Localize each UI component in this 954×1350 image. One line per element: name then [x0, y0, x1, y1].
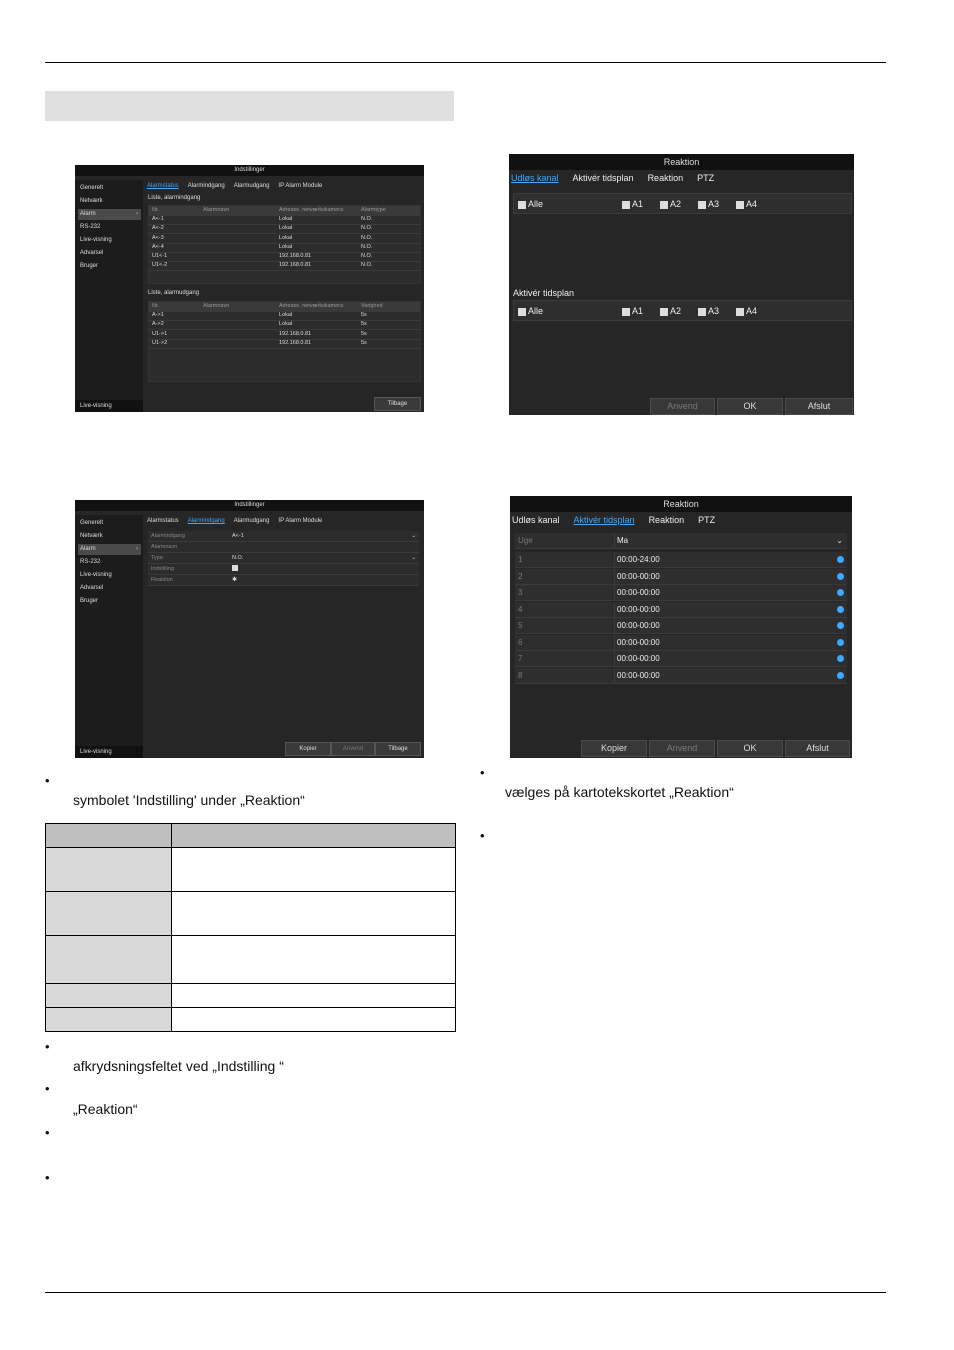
table-cell: Lokal [279, 234, 293, 241]
checkbox-alle[interactable] [518, 306, 543, 316]
column-header: Alarmnavn [203, 303, 230, 309]
alarm-tabs [147, 518, 322, 524]
column-header: Adresse, netværkskamera [279, 303, 344, 309]
checkbox-box[interactable] [698, 201, 706, 209]
sidebar-item-generelt[interactable]: Generelt [80, 185, 104, 191]
window-title: Reaktion [510, 496, 852, 512]
settings-icon[interactable] [837, 556, 844, 563]
column-header: Adresse, netværkskamera [279, 207, 344, 213]
checkbox-box[interactable] [518, 201, 526, 209]
tab-ip-alarm-module[interactable]: IP Alarm Module [278, 183, 323, 189]
schedule-row[interactable] [515, 585, 847, 601]
column-header: Varighed [361, 303, 383, 309]
column-header: Alarmtype [361, 207, 386, 213]
ok-button[interactable]: OK [717, 398, 783, 415]
row-number: 6 [518, 637, 523, 647]
schedule-row[interactable] [515, 602, 847, 618]
time-range: 00:00-24:00 [617, 555, 660, 564]
tab-udl-s-kanal[interactable]: Udløs kanal [512, 515, 560, 525]
table-cell: U1->1 [152, 330, 168, 337]
sidebar-item-advarsel[interactable]: Advarsel [80, 585, 104, 591]
copy-button[interactable]: Kopier [285, 742, 331, 756]
bullet: • [45, 1081, 50, 1096]
chevron-down-icon: ⌄ [411, 533, 416, 539]
checkbox-box[interactable] [660, 201, 668, 209]
table-cell: A<-3 [152, 234, 164, 241]
table-row[interactable] [149, 339, 420, 349]
table-cell: 192.168.0.81 [279, 253, 312, 259]
table-cell: A<-2 [152, 225, 164, 232]
tab-aktiv-r-tidsplan[interactable]: Aktivér tidsplan [572, 173, 634, 183]
back-button[interactable]: Tilbage [375, 742, 421, 756]
table-cell: 5s [361, 339, 367, 346]
input-list-title: Liste, alarmindgang [148, 195, 201, 201]
checkbox-label: A1 [632, 306, 644, 316]
week-label: Uge [518, 536, 533, 545]
bullet: • [45, 1039, 50, 1054]
checkbox-box[interactable] [698, 308, 706, 316]
time-range: 00:00-00:00 [617, 621, 660, 630]
section-header-bar [45, 91, 454, 121]
sidebar-item-netv-rk[interactable]: Netværk [80, 198, 103, 204]
column-header: Nr. [152, 303, 160, 309]
checkbox-a1[interactable] [622, 306, 643, 316]
checkbox-box[interactable] [736, 308, 744, 316]
table-cell: U1<-1 [152, 253, 168, 259]
settings-sidebar [75, 515, 143, 758]
table-row[interactable] [149, 261, 420, 271]
row-number: 2 [518, 571, 523, 581]
top-rule [45, 62, 886, 63]
alarm-tabs [147, 183, 322, 189]
tab-reaktion[interactable]: Reaktion [648, 515, 685, 525]
row-number: 5 [518, 621, 523, 630]
checkbox-a4[interactable] [736, 306, 757, 316]
schedule-row[interactable] [515, 618, 847, 634]
checkbox-label: A3 [708, 306, 720, 316]
chevron-down-icon: ⌄ [411, 555, 416, 561]
apply-button[interactable]: Anvend [649, 740, 715, 757]
sidebar-item-alarm[interactable]: Alarm › [78, 209, 141, 220]
form-row-alarmindgang[interactable] [148, 531, 419, 542]
table-cell: A->1 [152, 312, 164, 319]
table-cell: N.O. [361, 243, 373, 250]
bottom-rule [45, 1292, 886, 1293]
checkbox-label: A1 [632, 199, 644, 209]
checkbox-label: A4 [746, 199, 758, 209]
form-row-type[interactable] [148, 553, 419, 564]
table-cell: N.O. [361, 253, 373, 259]
checkbox-label: Alle [528, 199, 544, 209]
bullet: • [45, 1170, 50, 1185]
tab-udl-s-kanal[interactable]: Udløs kanal [511, 173, 559, 183]
time-range: 00:00-00:00 [617, 637, 660, 647]
checkbox-box[interactable] [736, 201, 744, 209]
tab-alarmudgang[interactable]: Alarmudgang [233, 518, 270, 524]
row-number: 7 [518, 654, 523, 663]
schedule-row[interactable] [515, 651, 847, 667]
output-list-title: Liste, alarmudgang [148, 290, 200, 296]
tab-alarmstatus[interactable]: Alarmstatus [147, 518, 179, 524]
tab-ip-alarm-module[interactable]: IP Alarm Module [278, 518, 323, 524]
time-range: 00:00-00:00 [617, 654, 660, 663]
table-cell: 192.168.0.81 [279, 330, 312, 337]
checkbox-a2[interactable] [660, 306, 681, 316]
checkbox-a2[interactable] [660, 199, 681, 209]
column-header: Alarmnavn [203, 207, 230, 213]
checkbox-box[interactable] [622, 308, 630, 316]
schedule-title: Aktivér tidsplan [513, 288, 575, 298]
settings-icon[interactable] [837, 573, 844, 580]
back-button[interactable]: Tilbage [374, 397, 421, 411]
settings-window-alarminput [75, 500, 424, 758]
sidebar-item-netv-rk[interactable]: Netværk [80, 533, 103, 539]
table-cell: 5s [361, 330, 367, 337]
tab-reaktion[interactable]: Reaktion [647, 173, 684, 183]
settings-sidebar [75, 180, 143, 412]
bullet: • [45, 773, 50, 788]
week-value: Ma [617, 536, 629, 545]
sidebar-item-alarm[interactable]: Alarm › [78, 544, 141, 555]
field-label: Alarmnavn [151, 544, 178, 550]
copy-button[interactable]: Kopier [581, 740, 647, 757]
checkbox-box[interactable] [660, 308, 668, 316]
form-row-indstilling[interactable] [148, 564, 419, 575]
table-cell: N.O. [361, 234, 373, 241]
form-row-alarmnavn[interactable] [148, 542, 419, 553]
sidebar-item-advarsel[interactable]: Advarsel [80, 250, 104, 256]
table-cell: A<-4 [152, 243, 164, 250]
tab-ptz[interactable]: PTZ [698, 515, 716, 525]
sidebar-item-rs-232[interactable]: RS-232 [80, 224, 101, 230]
sidebar-item-live-visning[interactable]: Live-visning [80, 572, 112, 578]
bullet: • [45, 1125, 50, 1140]
checkbox-label: A2 [670, 306, 682, 316]
body-text: afkrydsningsfeltet ved „Indstilling “ [73, 1058, 284, 1074]
alarm-input-table [148, 205, 421, 284]
chevron-down-icon: ⌄ [836, 536, 843, 545]
checkbox-label: A4 [746, 306, 758, 316]
time-range: 00:00-00:00 [617, 670, 660, 680]
row-number: 1 [518, 555, 523, 564]
table-cell: U1<-2 [152, 262, 168, 269]
table-cell: N.O. [361, 216, 373, 223]
settings-icon[interactable] [837, 622, 844, 629]
sidebar-item-bruger[interactable]: Bruger [80, 263, 99, 269]
checkbox-box[interactable] [518, 308, 526, 316]
table-cell: Lokal [279, 321, 293, 328]
checkbox-label: A2 [670, 199, 682, 209]
week-selector[interactable] [515, 533, 847, 549]
field-label: Alarmindgang [151, 533, 185, 539]
tab-ptz[interactable]: PTZ [697, 173, 715, 183]
body-text: „Reaktion“ [73, 1101, 138, 1117]
row-number: 3 [518, 588, 523, 597]
window-title: Indstillinger [75, 500, 424, 511]
column-header: Nr. [152, 207, 160, 213]
field-value: N.O. [232, 555, 244, 561]
sidebar-item-live-visning[interactable]: Live-visning [80, 237, 112, 243]
table-cell: 5s [361, 321, 367, 328]
time-range: 00:00-00:00 [617, 604, 660, 614]
checkbox-box[interactable] [622, 201, 630, 209]
settings-icon[interactable] [837, 655, 844, 662]
description-table [45, 823, 456, 1032]
table-cell: Lokal [279, 312, 293, 319]
time-range: 00:00-00:00 [617, 588, 660, 597]
field-label: Reaktion [151, 577, 173, 583]
bullet: • [480, 765, 485, 780]
bullet: • [480, 828, 485, 843]
checkbox-a1[interactable] [622, 199, 643, 209]
settings-icon[interactable] [837, 589, 844, 596]
settings-icon[interactable] [837, 606, 844, 613]
tab-alarmstatus[interactable]: Alarmstatus [147, 183, 179, 189]
settings-window-alarmstatus [75, 165, 424, 412]
schedule-row[interactable] [515, 569, 847, 585]
reaction-window-schedule [510, 496, 852, 758]
body-text: symbolet 'Indstilling' under „Reaktion“ [73, 792, 305, 808]
checkbox-label: Alle [528, 306, 544, 316]
ok-button[interactable]: OK [717, 740, 783, 757]
sidebar-item-rs-232[interactable]: RS-232 [80, 559, 101, 565]
apply-button[interactable]: Anvend [650, 398, 715, 415]
tab-aktiv-r-tidsplan[interactable]: Aktivér tidsplan [573, 515, 635, 525]
schedule-row[interactable] [515, 552, 847, 568]
trigger-channel-group [513, 193, 852, 214]
checkbox[interactable] [232, 565, 238, 571]
checkbox-a3[interactable] [698, 199, 719, 209]
checkbox-label: A3 [708, 199, 720, 209]
table-cell: Lokal [279, 225, 293, 232]
table-cell: A<-1 [152, 216, 164, 223]
tab-alarmudgang[interactable]: Alarmudgang [233, 183, 270, 189]
sidebar-item-generelt[interactable]: Generelt [80, 520, 104, 526]
window-title: Indstillinger [75, 165, 424, 176]
checkbox-a3[interactable] [698, 306, 719, 316]
exit-button[interactable]: Afslut [785, 740, 850, 757]
body-text: vælges på kartotekskortet „Reaktion“ [505, 784, 734, 800]
settings-icon[interactable] [837, 672, 844, 679]
table-cell: 192.168.0.81 [279, 262, 312, 269]
reaction-tabs [511, 173, 714, 183]
field-label: Type [151, 555, 163, 561]
form-row-reaktion[interactable] [148, 575, 419, 586]
apply-button[interactable]: Anvend [331, 742, 375, 756]
tab-alarmindgang[interactable]: Alarmindgang [187, 183, 225, 189]
time-range: 00:00-00:00 [617, 571, 660, 581]
tab-alarmindgang[interactable]: Alarmindgang [187, 518, 225, 524]
row-number: 8 [518, 670, 523, 680]
window-title: Reaktion [509, 154, 854, 170]
settings-icon[interactable] [837, 639, 844, 646]
table-cell: 192.168.0.81 [279, 339, 312, 346]
row-number: 4 [518, 604, 523, 614]
schedule-channel-group [513, 300, 852, 321]
checkbox-a4[interactable] [736, 199, 757, 209]
table-cell: N.O. [361, 225, 373, 232]
field-label: Indstilling [151, 566, 174, 572]
reaction-tabs [512, 515, 715, 525]
sidebar-bottom-live-view[interactable]: Live-visning [75, 400, 143, 412]
table-cell: 5s [361, 312, 367, 319]
table-cell: N.O. [361, 262, 373, 269]
reaction-window-trigger [509, 154, 854, 415]
gear-icon[interactable]: ✱ [232, 577, 238, 583]
field-value: A<-1 [232, 533, 244, 539]
table-cell: Lokal [279, 243, 293, 250]
table-cell: Lokal [279, 216, 293, 223]
table-cell: U1->2 [152, 339, 168, 346]
exit-button[interactable]: Afslut [785, 398, 853, 415]
table-cell: A->2 [152, 321, 164, 328]
alarm-output-table [148, 301, 421, 382]
schedule-row[interactable] [515, 668, 847, 684]
checkbox-alle[interactable] [518, 199, 543, 209]
schedule-row[interactable] [515, 635, 847, 651]
sidebar-bottom-live-view[interactable]: Live-visning [75, 746, 143, 758]
sidebar-item-bruger[interactable]: Bruger [80, 598, 99, 604]
